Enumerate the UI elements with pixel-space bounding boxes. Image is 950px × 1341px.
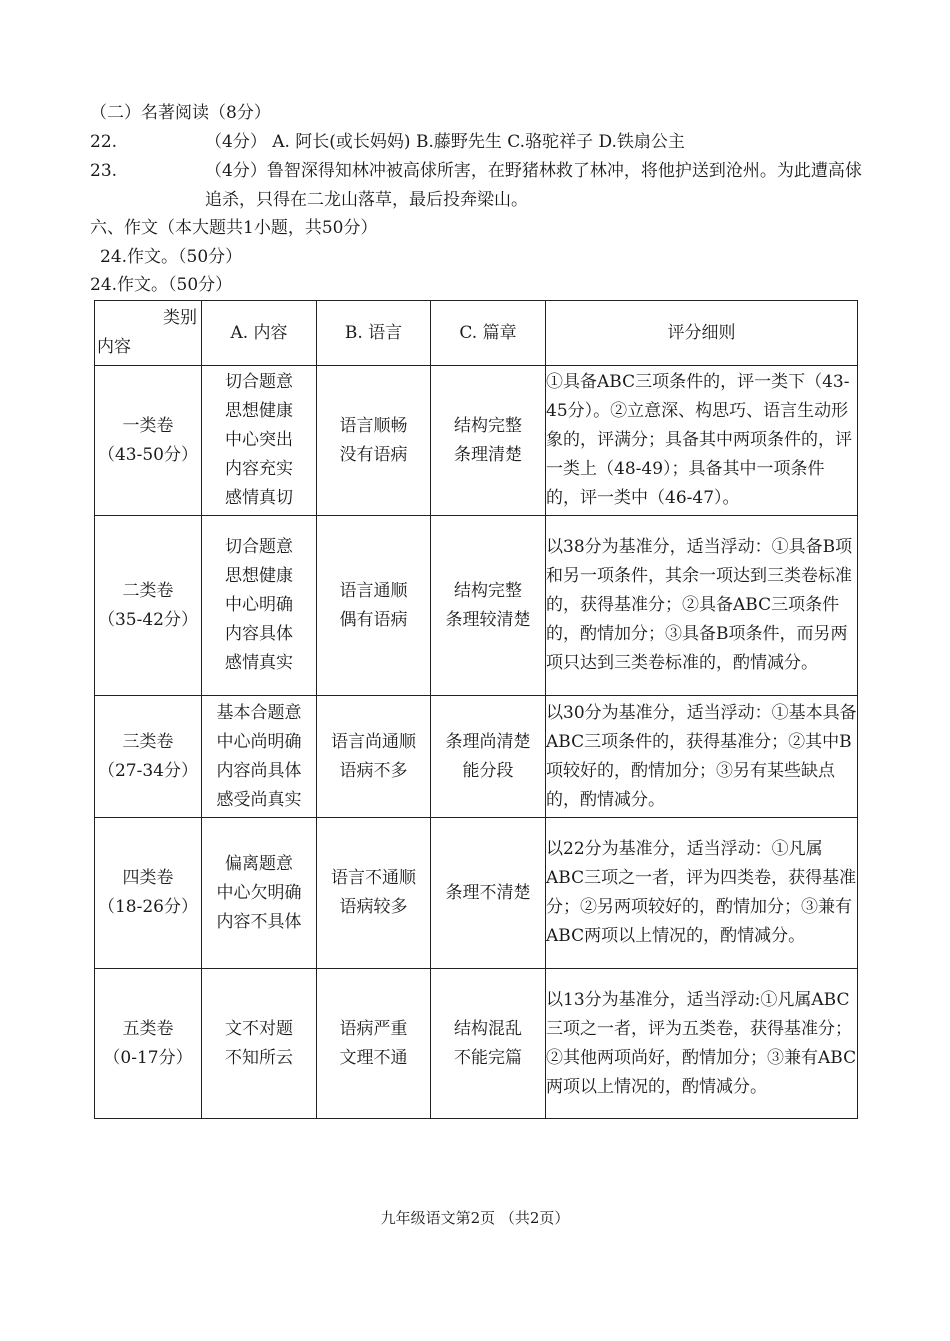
grade-cell (95, 516, 202, 696)
table-row (95, 969, 858, 1119)
structure-line: 条理清楚 (454, 444, 522, 465)
language-cell (317, 696, 431, 818)
content-line: 感情真切 (225, 488, 293, 508)
grade-name: 一类卷 (122, 415, 174, 436)
question-22-number: 22. (90, 132, 118, 152)
table-row (95, 818, 858, 969)
grade-cell (95, 366, 202, 516)
grade-name: 四类卷 (122, 868, 174, 888)
header-col-a: A. 内容 (202, 301, 317, 366)
grade-range: （43-50分） (97, 444, 198, 465)
grade-cell (95, 969, 202, 1119)
detail-cell: 以22分为基准分，适当浮动：①凡属ABC三项之一者，评为四类卷，获得基准分；②另两项较好的，酌情加分；③兼有ABC两项以上情况的，酌情减分。 (546, 818, 858, 969)
structure-line: 条理不清楚 (445, 882, 531, 903)
content-cell (202, 696, 317, 818)
structure-cell (431, 516, 546, 696)
detail-cell: ①具备ABC三项条件的，评一类下（43-45分）。②立意深、构思巧、语言生动形象的，评满分；具备其中两项条件的，评一类上（48-49）；具备其中一项条件的，评一类中（46-47）。 (546, 366, 858, 516)
language-cell (317, 818, 431, 969)
page-footer: 九年级语文第2页 （共2页） (380, 1209, 570, 1227)
content-line: 中心明确 (225, 595, 293, 615)
content-line: 中心尚明确 (216, 731, 302, 752)
essay-subheading-2: 24.作文。（50分） (90, 275, 233, 295)
header-col-c: C. 篇章 (431, 301, 546, 366)
language-line: 语病不多 (339, 760, 408, 781)
content-line: 内容尚具体 (216, 760, 302, 781)
structure-cell (431, 818, 546, 969)
structure-line: 不能完篇 (454, 1047, 522, 1068)
content-line: 基本合题意 (216, 702, 302, 723)
table-row (95, 516, 858, 696)
language-cell (317, 516, 431, 696)
grade-range: （18-26分） (97, 897, 198, 917)
header-content-label: 内容 (97, 337, 131, 357)
content-line: 切合题意 (225, 372, 293, 392)
language-cell (317, 969, 431, 1119)
language-line: 语言顺畅 (339, 415, 408, 436)
content-line: 感受尚真实 (216, 789, 302, 810)
language-line: 语言不通顺 (331, 868, 416, 888)
question-23-number: 23. (90, 161, 118, 181)
section-heading-essay: 六、作文（本大题共1小题，共50分） (90, 218, 378, 238)
detail-cell: 以30分为基准分，适当浮动：①基本具备ABC三项条件的，获得基准分；②其中B项较好的，酌情加分；③另有某些缺点的，酌情减分。 (546, 696, 858, 818)
content-line: 中心欠明确 (216, 882, 302, 903)
content-line: 不知所云 (225, 1047, 293, 1068)
content-line: 内容充实 (225, 459, 293, 479)
language-cell (317, 366, 431, 516)
grade-range: （0-17分） (103, 1047, 193, 1068)
question-22-text: （4分） A. 阿长(或长妈妈) B.藤野先生 C.骆驼祥子 D.铁扇公主 (205, 132, 685, 152)
content-line: 内容具体 (225, 624, 293, 644)
structure-line: 能分段 (462, 760, 514, 781)
content-line: 偏离题意 (225, 853, 293, 874)
structure-cell (431, 969, 546, 1119)
section-heading-reading: （二）名著阅读（8分） (90, 103, 271, 123)
detail-cell: 以38分为基准分，适当浮动：①具备B项和另一项条件，其余一项达到三类卷标准的，获得基准分；②具备ABC三项条件的，酌情加分；③具备B项条件，而另两项只达到三类卷标准的，酌情减分。 (546, 516, 858, 696)
language-line: 语言尚通顺 (331, 731, 416, 752)
table-row (95, 696, 858, 818)
language-line: 语病严重 (339, 1018, 408, 1039)
grade-name: 三类卷 (122, 731, 174, 752)
structure-line: 结构完整 (454, 415, 522, 436)
content-line: 中心突出 (225, 430, 293, 450)
header-category-label: 类别 (163, 308, 197, 328)
structure-line: 结构完整 (454, 580, 522, 601)
grade-cell (95, 818, 202, 969)
table-header-row (95, 301, 858, 366)
content-line: 内容不具体 (216, 911, 302, 932)
content-line: 感情真实 (225, 653, 293, 673)
grade-name: 五类卷 (122, 1018, 174, 1039)
grade-range: （35-42分） (97, 609, 198, 630)
header-corner-cell (95, 301, 202, 366)
grade-name: 二类卷 (122, 580, 174, 601)
structure-cell (431, 366, 546, 516)
content-line: 思想健康 (225, 401, 293, 421)
header-col-detail: 评分细则 (546, 301, 858, 366)
content-line: 文不对题 (225, 1018, 293, 1039)
structure-line: 结构混乱 (454, 1018, 522, 1039)
content-cell (202, 516, 317, 696)
grading-rubric-table (94, 300, 858, 1119)
content-cell (202, 969, 317, 1119)
structure-cell (431, 696, 546, 818)
structure-line: 条理尚清楚 (445, 731, 531, 752)
language-line: 语病较多 (339, 897, 408, 917)
grade-range: （27-34分） (97, 760, 198, 781)
content-cell (202, 366, 317, 516)
structure-line: 条理较清楚 (445, 609, 531, 630)
language-line: 文理不通 (339, 1047, 408, 1068)
grade-cell (95, 696, 202, 818)
header-col-b: B. 语言 (317, 301, 431, 366)
content-line: 切合题意 (225, 537, 293, 557)
detail-cell: 以13分为基准分，适当浮动:①凡属ABC三项之一者，评为五类卷，获得基准分；②其他两项尚好，酌情加分；③兼有ABC两项以上情况的，酌情减分。 (546, 969, 858, 1119)
language-line: 偶有语病 (339, 609, 408, 630)
language-line: 没有语病 (339, 444, 408, 465)
content-cell (202, 818, 317, 969)
question-23-text: （4分）鲁智深得知林冲被高俅所害，在野猪林救了林冲，将他护送到沧州。为此遭高俅追杀，只得在二龙山落草，最后投奔梁山。 (205, 161, 862, 210)
content-line: 思想健康 (225, 566, 293, 586)
essay-subheading-1: 24.作文。（50分） (100, 247, 243, 267)
table-row (95, 366, 858, 516)
language-line: 语言通顺 (339, 580, 408, 601)
